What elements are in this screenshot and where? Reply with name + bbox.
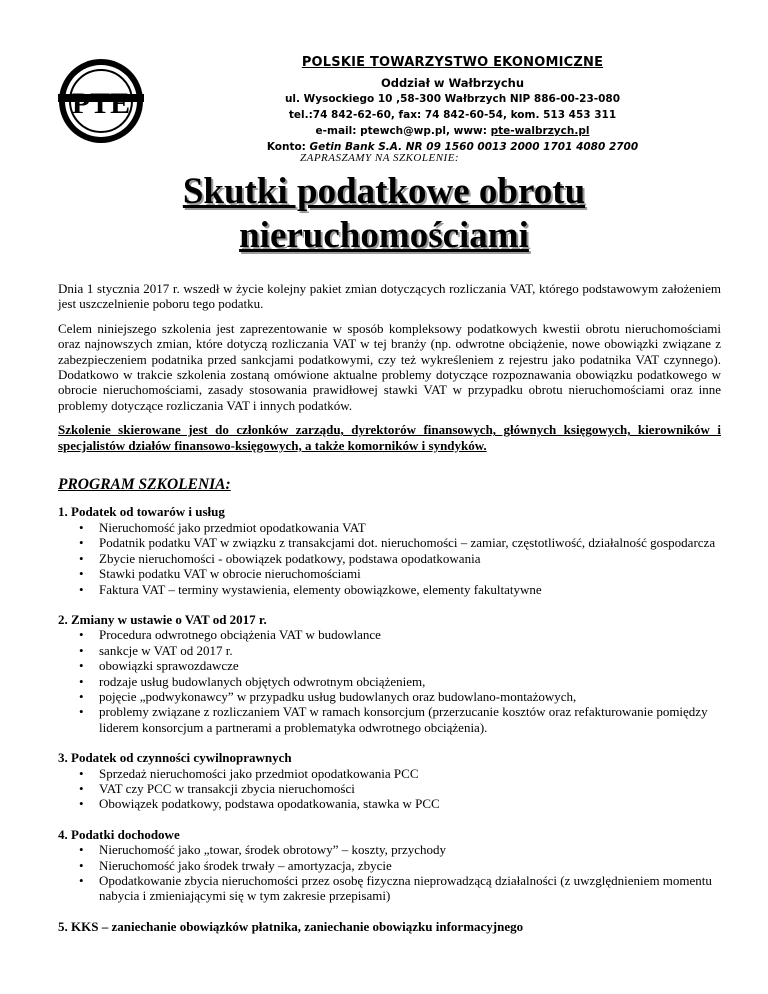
list-item xyxy=(58,627,721,642)
program-heading: PROGRAM SZKOLENIA: xyxy=(58,476,231,494)
document-title: Skutki podatkowe obrotu nieruchomościami xyxy=(182,171,586,256)
list-item xyxy=(58,873,721,904)
letterhead xyxy=(243,54,662,155)
bullet-icon: • xyxy=(79,873,84,888)
section-title: 4. Podatki dochodowe xyxy=(58,826,180,842)
konto-label: Konto: xyxy=(266,141,310,153)
audience-paragraph: Szkolenie skierowane jest do członków zarządu, dyrektorów finansowych, głównych księgowych, kierowników i specjalistów działów finansowo-księgowych, a także komorników i syndyków. xyxy=(58,422,721,453)
bullet-icon: • xyxy=(79,658,84,674)
list-item xyxy=(58,796,721,811)
invite-text: ZAPRASZAMY NA SZKOLENIE: xyxy=(300,152,460,164)
email-text: e-mail: ptewch@wp.pl, www: xyxy=(315,125,491,137)
section-items xyxy=(58,842,721,904)
list-item xyxy=(58,674,721,689)
item-text: Opodatkowanie zbycia nieruchomości przez osobę fizyczna nieprowadzącą działalności (z uwzględnieniem momentu nabycia i zmieniającymi się w tym zakresie przepisami) xyxy=(99,873,712,904)
bullet-icon: • xyxy=(79,550,84,566)
bullet-icon: • xyxy=(79,519,84,535)
item-text: pojęcie „podwykonawcy” w przypadku usług budowlanych oraz budowlano-montażowych, xyxy=(99,688,577,704)
list-item xyxy=(58,535,721,550)
pte-logo xyxy=(56,56,146,146)
item-text: Podatnik podatku VAT w związku z transakcjami dot. nieruchomości – zamiar, częstotliwość, działalność gospodarcza xyxy=(99,535,716,551)
bullet-icon: • xyxy=(79,581,84,597)
item-text: obowiązki sprawozdawcze xyxy=(99,658,239,674)
section-items xyxy=(58,627,721,735)
email-line xyxy=(243,123,662,139)
bullet-icon: • xyxy=(79,627,84,643)
bullet-icon: • xyxy=(79,765,84,781)
konto-value: Getin Bank S.A. NR 09 1560 0013 2000 1701 4080 2700 xyxy=(309,141,639,153)
address-line: ul. Wysockiego 10 ,58-300 Wałbrzych NIP 886-00-23-080 xyxy=(284,93,621,105)
logo-text: PTE xyxy=(71,87,131,120)
item-text: Faktura VAT – terminy wystawienia, elementy obowiązkowe, elementy fakultatywne xyxy=(99,581,542,597)
item-text: Stawki podatku VAT w obrocie nieruchomościami xyxy=(99,566,361,582)
list-item xyxy=(58,842,721,857)
program-section xyxy=(58,827,721,904)
bullet-icon: • xyxy=(79,566,84,582)
program-section xyxy=(58,919,721,934)
program-section xyxy=(58,504,721,596)
list-item xyxy=(58,704,721,735)
section-items xyxy=(58,766,721,812)
item-text: Nieruchomość jako „towar, środek obrotowy” – koszty, przychody xyxy=(99,842,447,858)
item-text: sankcje w VAT od 2017 r. xyxy=(99,642,233,658)
item-text: Zbycie nieruchomości - obowiązek podatkowy, podstawa opodatkowania xyxy=(99,550,481,566)
item-text: Sprzedaż nieruchomości jako przedmiot opodatkowania PCC xyxy=(99,765,419,781)
list-item xyxy=(58,689,721,704)
bullet-icon: • xyxy=(79,842,84,858)
item-text: Obowiązek podatkowy, podstawa opodatkowania, stawka w PCC xyxy=(99,796,440,812)
bullet-icon: • xyxy=(79,642,84,658)
section-title: 5. KKS – zaniechanie obowiązków płatnika, zaniechanie obowiązku informacyjnego xyxy=(58,918,524,934)
bullet-icon: • xyxy=(79,535,84,551)
list-item xyxy=(58,858,721,873)
list-item xyxy=(58,766,721,781)
item-text: Nieruchomość jako środek trwały – amortyzacja, zbycie xyxy=(99,857,392,873)
item-text: Nieruchomość jako przedmiot opodatkowania VAT xyxy=(99,519,366,535)
bullet-icon: • xyxy=(79,780,84,796)
section-title: 3. Podatek od czynności cywilnoprawnych xyxy=(58,750,292,766)
list-item xyxy=(58,566,721,581)
document-body xyxy=(58,281,721,949)
list-item xyxy=(58,658,721,673)
bullet-icon: • xyxy=(79,796,84,812)
list-item xyxy=(58,520,721,535)
section-title: 1. Podatek od towarów i usług xyxy=(58,504,225,520)
item-text: problemy związane z rozliczaniem VAT w ramach konsorcjum (przerzucanie kosztów oraz refakturowanie pomiędzy liderem konsorcjum a partnerami a problematyka odwrotnego obciążenia). xyxy=(99,704,708,735)
program-section xyxy=(58,750,721,812)
section-items xyxy=(58,520,721,597)
intro-paragraph: Dnia 1 stycznia 2017 r. wszedł w życie kolejny pakiet zmian dotyczących rozliczania VAT, którego podstawowym założeniem jest uszczelnienie poboru tego podatku. xyxy=(58,281,721,312)
list-item xyxy=(58,582,721,597)
bullet-icon: • xyxy=(79,857,84,873)
list-item xyxy=(58,643,721,658)
item-text: rodzaje usług budowlanych objętych odwrotnym obciążeniem, xyxy=(99,673,426,689)
bullet-icon: • xyxy=(79,688,84,704)
goal-paragraph: Celem niniejszego szkolenia jest zaprezentowanie w sposób kompleksowy podatkowych kwestii obrotu nieruchomościami oraz najnowszych zmian, które dotyczą rozliczania VAT w tej branży (np. odwrotne obciążenie, nowe obowiązki związane z zabezpieczeniem podatnika przed sankcjami podatkowymi, czy też wykreśleniem z rejestru jako podatnika VAT czynnego). Dodatkowo w trakcie szkolenia zostaną omówione aktualne problemy dotyczące rozpoznawania obowiązku podatkowego w obrocie nieruchomościami, zasady stosowania prawidłowej stawki VAT w przypadku obrotu nieruchomościami oraz inne problemy dotyczące rozliczania VAT i innych podatków. xyxy=(58,320,721,413)
org-name: POLSKIE TOWARZYSTWO EKONOMICZNE xyxy=(301,55,604,70)
branch-name: Oddział w Wałbrzychu xyxy=(380,76,525,90)
item-text: VAT czy PCC w transakcji zbycia nieruchomości xyxy=(99,780,355,796)
bullet-icon: • xyxy=(79,704,84,720)
list-item xyxy=(58,551,721,566)
website-link[interactable]: pte-walbrzych.pl xyxy=(490,125,590,137)
phone-line: tel.:74 842-62-60, fax: 74 842-60-54, kom. 513 453 311 xyxy=(288,109,617,121)
item-text: Procedura odwrotnego obciążenia VAT w budowlance xyxy=(99,627,381,643)
program-section xyxy=(58,612,721,735)
list-item xyxy=(58,781,721,796)
bullet-icon: • xyxy=(79,673,84,689)
section-title: 2. Zmiany w ustawie o VAT od 2017 r. xyxy=(58,611,267,627)
